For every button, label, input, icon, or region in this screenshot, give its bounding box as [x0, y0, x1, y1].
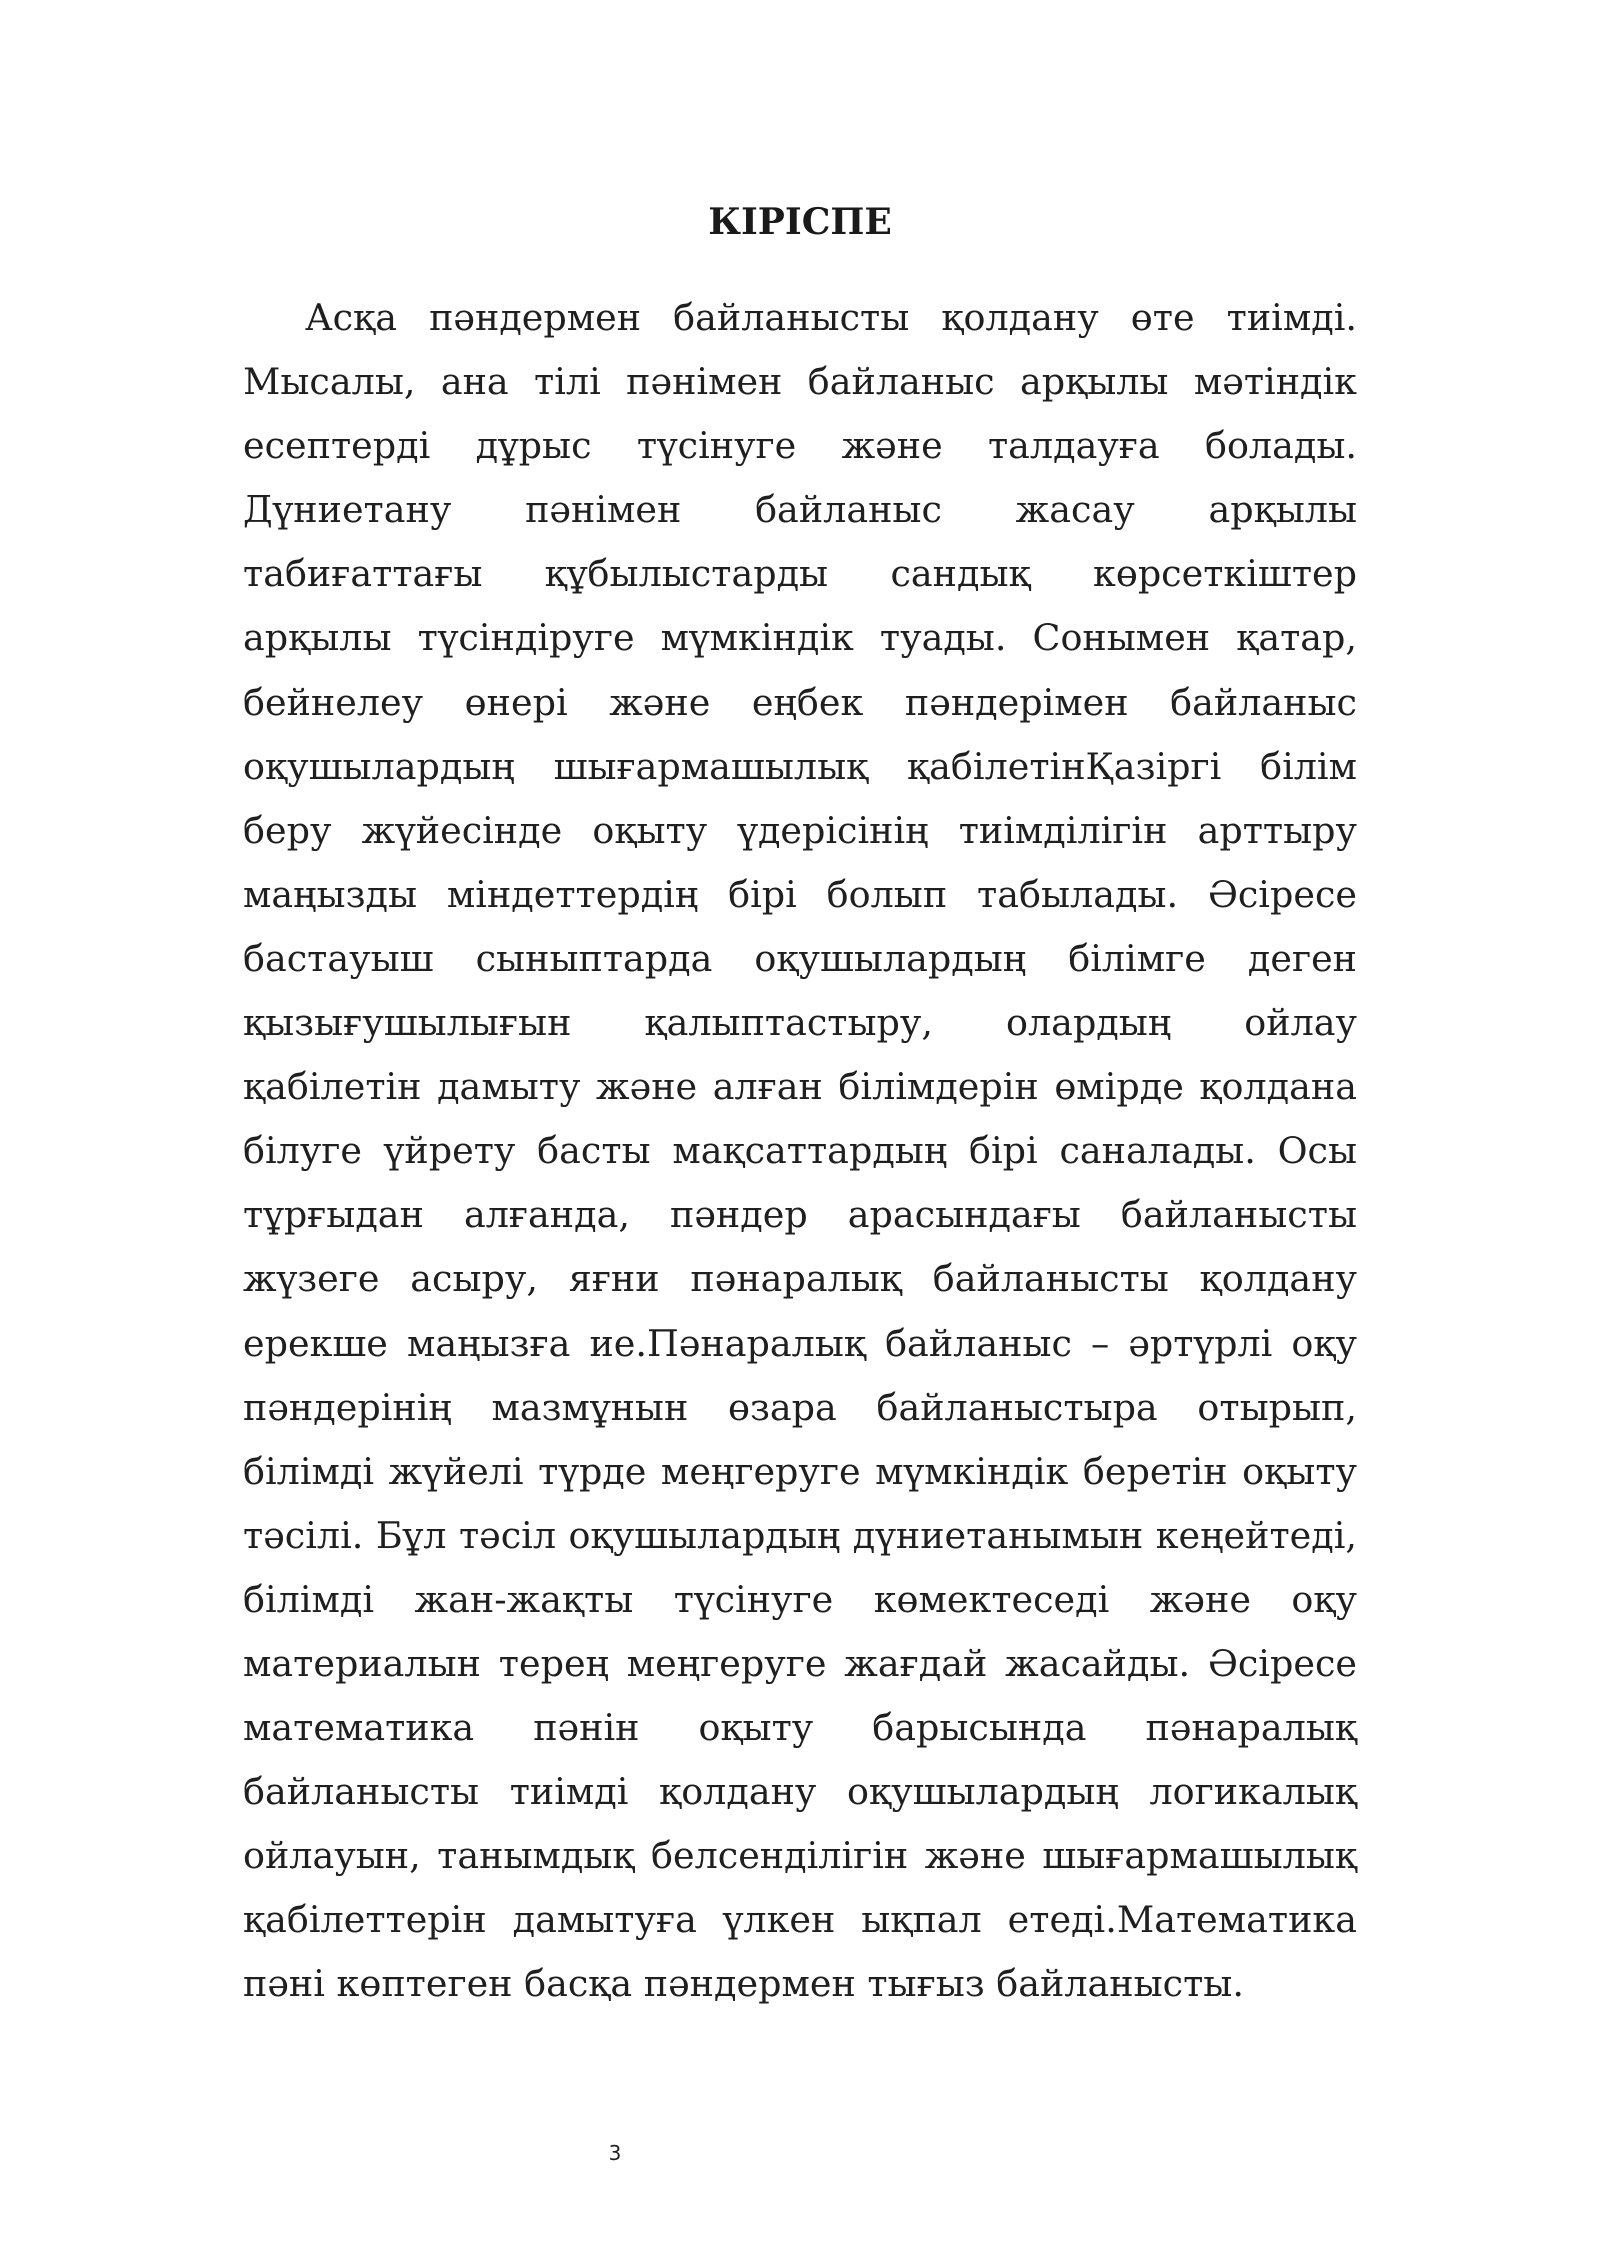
- page-number: 3: [608, 2141, 622, 2165]
- body-paragraph: Асқа пәндермен байланысты қолдану өте тиімді. Мысалы, ана тілі пәнімен байланыс арқылы мәтіндік есептерді дұрыс түсінуге және талдауға болады. Дүниетану пәнімен байланыс жасау арқылы табиғаттағы құбылыстарды сандық көрсеткіштер арқылы түсіндіруге мүмкіндік туады. Сонымен қатар, бейнелеу өнері және еңбек пәндерімен байланыс оқушылардың шығармашылық қабілетінҚазіргі білім беру жүйесінде оқыту үдерісінің тиімділігін арттыру маңызды міндеттердің бірі болып табылады. Әсіресе бастауыш сыныптарда оқушылардың білімге деген қызығушылығын қалыптастыру, олардың ойлау қабілетін дамыту және алған білімдерін өмірде қолдана білуге үйрету басты мақсаттардың бірі саналады. Осы тұрғыдан алғанда, пәндер арасындағы байланысты жүзеге асыру, яғни пәнаралық байланысты қолдану ерекше маңызға ие.Пәнаралық байланыс – әртүрлі оқу пәндерінің мазмұнын өзара байланыстыра отырып, білімді жүйелі түрде меңгеруге мүмкіндік беретін оқыту тәсілі. Бұл тәсіл оқушылардың дүниетанымын кеңейтеді, білімді жан-жақты түсінуге көмектеседі және оқу материалын терең меңгеруге жағдай жасайды. Әсіресе математика пәнін оқыту барысында пәнаралық байланысты тиімді қолдану оқушылардың логикалық ойлауын, танымдық белсенділігін және шығармашылық қабілеттерін дамытуға үлкен ықпал етеді.Математика пәні көптеген басқа пәндермен тығыз байланысты.: [243, 296, 1357, 2006]
- section-title: КІРІСПЕ: [708, 201, 892, 243]
